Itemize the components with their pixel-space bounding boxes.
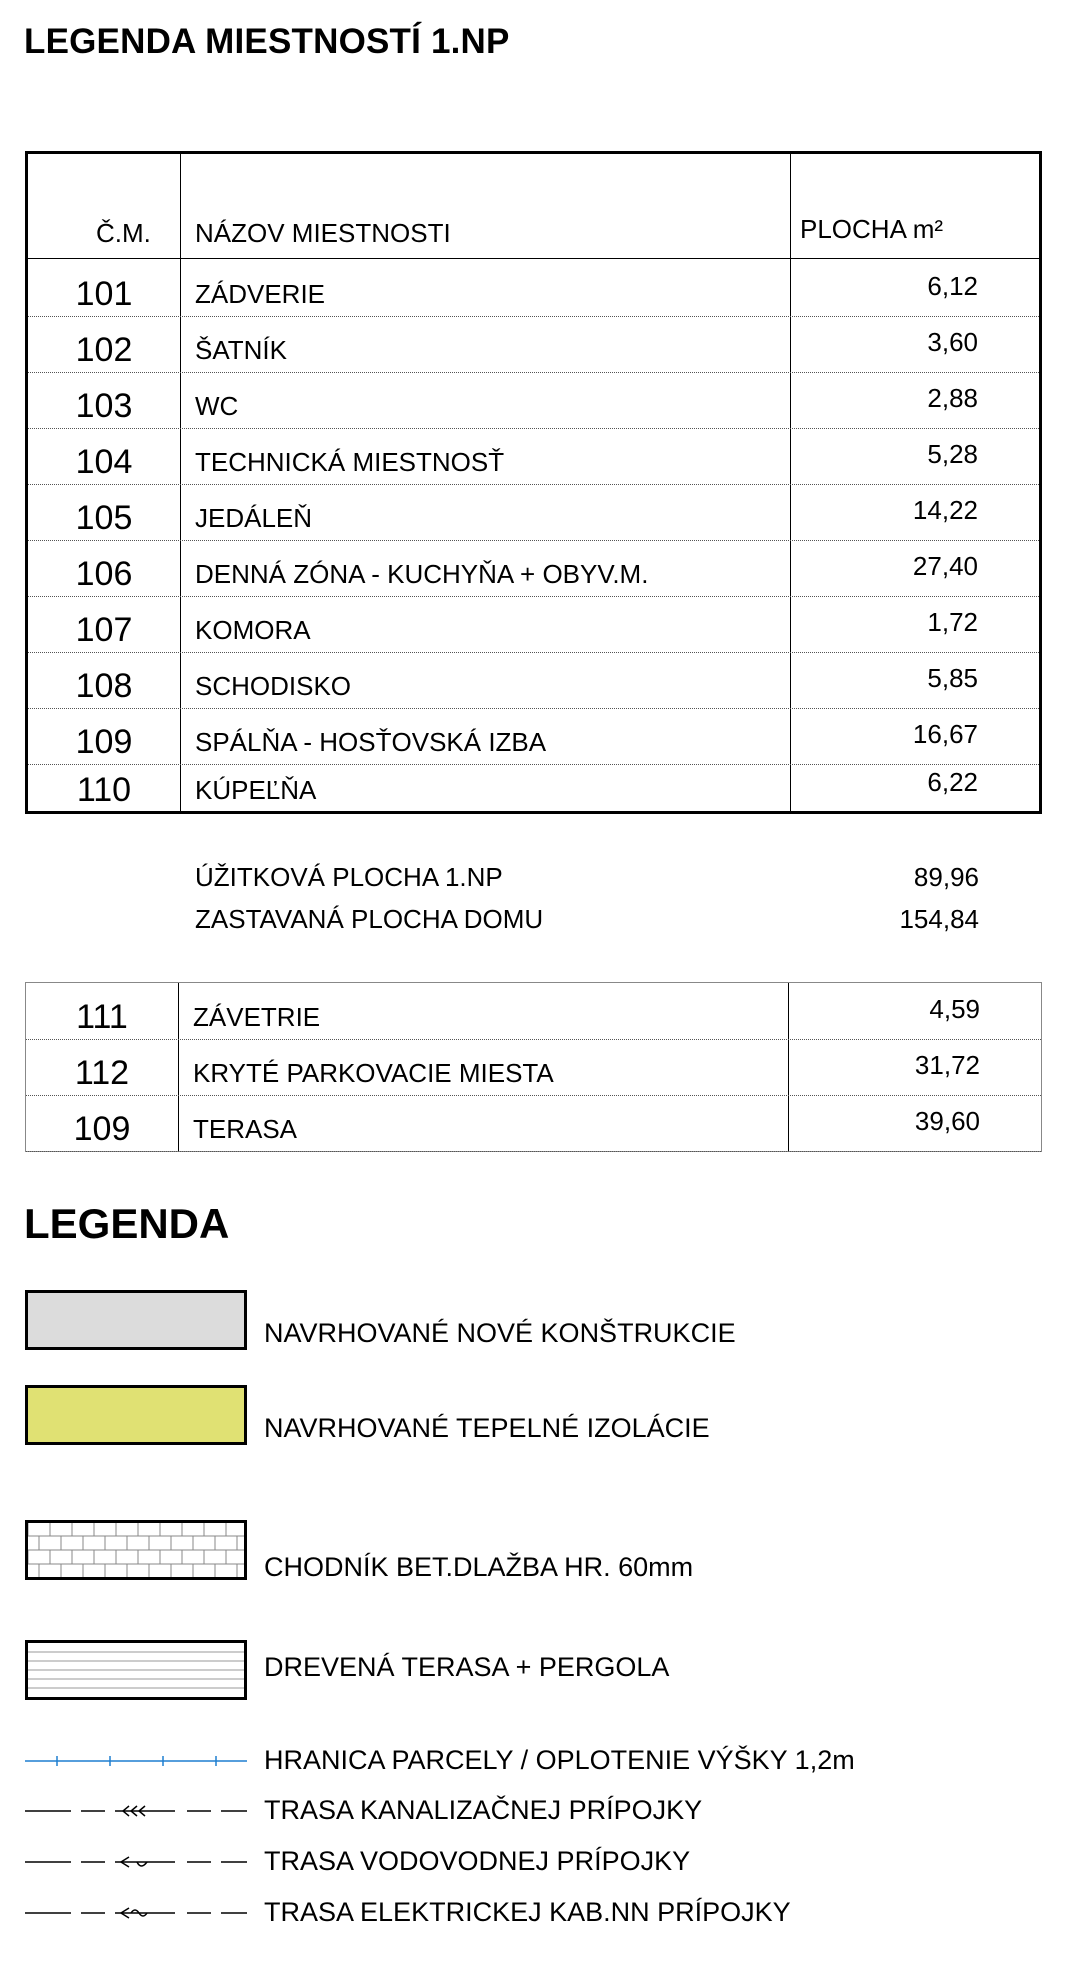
legend-label: DREVENÁ TERASA + PERGOLA (264, 1652, 670, 1682)
room-name: ZÁDVERIE (195, 279, 326, 309)
usable-area-label: ÚŽITKOVÁ PLOCHA 1.NP (195, 862, 503, 892)
table-row (28, 316, 1039, 373)
room-number: 102 (75, 331, 133, 369)
room-name: WC (195, 391, 239, 421)
room-area: 27,40 (912, 551, 978, 581)
plank-hatch-pattern (28, 1643, 244, 1697)
room-number: 109 (73, 1110, 131, 1148)
gray-fill-swatch (25, 1290, 247, 1350)
room-number: 103 (75, 387, 133, 425)
table-row (26, 983, 1041, 1040)
room-area: 5,28 (927, 439, 978, 469)
room-number: 101 (75, 275, 133, 313)
room-area: 1,72 (927, 607, 978, 637)
room-name: TERASA (193, 1114, 298, 1144)
table-row (28, 260, 1039, 317)
sewer-line-icon (25, 1801, 247, 1821)
table-row (28, 540, 1039, 597)
legend-label: NAVRHOVANÉ NOVÉ KONŠTRUKCIE (264, 1318, 736, 1348)
water-line-icon (25, 1852, 247, 1872)
header-name: NÁZOV MIESTNOSTI (195, 218, 451, 248)
yellow-fill-swatch (25, 1385, 247, 1445)
room-area: 2,88 (927, 383, 978, 413)
legend-label: CHODNÍK BET.DLAŽBA HR. 60mm (264, 1552, 694, 1582)
room-area: 5,85 (927, 663, 978, 693)
electric-line-icon (25, 1903, 247, 1923)
header-area: PLOCHA m² (800, 214, 944, 244)
room-number: 111 (76, 998, 128, 1036)
room-number: 107 (75, 611, 133, 649)
room-name: TECHNICKÁ MIESTNOSŤ (195, 447, 505, 477)
built-area-label: ZASTAVANÁ PLOCHA DOMU (195, 904, 544, 934)
outdoor-table (25, 982, 1042, 1152)
room-area: 6,22 (927, 767, 978, 797)
room-number: 109 (75, 723, 133, 761)
room-number: 104 (75, 443, 133, 481)
table-row (28, 484, 1039, 541)
room-area: 6,12 (927, 271, 978, 301)
room-name: KÚPEĽŇA (195, 775, 317, 805)
room-area: 14,22 (912, 495, 978, 525)
room-name: SCHODISKO (195, 671, 352, 701)
room-area: 4,59 (929, 994, 980, 1024)
room-name: JEDÁLEŇ (195, 503, 313, 533)
built-area-value: 154,84 (899, 904, 979, 934)
room-area: 31,72 (914, 1050, 980, 1080)
legend-title: LEGENDA (24, 1200, 230, 1247)
room-area: 16,67 (912, 719, 978, 749)
room-name: KRYTÉ PARKOVACIE MIESTA (193, 1058, 554, 1088)
page-title: LEGENDA MIESTNOSTÍ 1.NP (24, 22, 510, 61)
legend-label: TRASA KANALIZAČNEJ PRÍPOJKY (264, 1795, 703, 1825)
room-name: KOMORA (195, 615, 311, 645)
room-number: 105 (75, 499, 133, 537)
room-area: 3,60 (927, 327, 978, 357)
table-row (26, 1095, 1041, 1152)
usable-area-value: 89,96 (913, 862, 979, 892)
room-name: ŠATNÍK (195, 335, 287, 365)
room-number: 108 (75, 667, 133, 705)
table-row (28, 428, 1039, 485)
fence-line-icon (25, 1751, 247, 1771)
legend-label: TRASA VODOVODNEJ PRÍPOJKY (264, 1846, 691, 1876)
table-row (26, 1039, 1041, 1096)
brick-hatch-pattern (28, 1523, 244, 1577)
room-number: 112 (74, 1054, 130, 1092)
room-name: ZÁVETRIE (193, 1002, 321, 1032)
table-row (28, 756, 1039, 812)
legend-label: NAVRHOVANÉ TEPELNÉ IZOLÁCIE (264, 1413, 710, 1443)
room-number: 110 (76, 771, 132, 809)
room-name: DENNÁ ZÓNA - KUCHYŇA + OBYV.M. (195, 559, 649, 589)
header-number: Č.M. (96, 218, 151, 248)
legend-label: TRASA ELEKTRICKEJ KAB.NN PRÍPOJKY (264, 1897, 791, 1927)
room-area: 39,60 (914, 1106, 980, 1136)
table-row (28, 372, 1039, 429)
legend-label: HRANICA PARCELY / OPLOTENIE VÝŠKY 1,2m (264, 1745, 855, 1775)
table-row (28, 596, 1039, 653)
room-table (25, 151, 1042, 814)
table-row (28, 652, 1039, 709)
paving-brick-hatch-swatch (25, 1520, 247, 1580)
room-name: SPÁLŇA - HOSŤOVSKÁ IZBA (195, 727, 547, 757)
wood-plank-hatch-swatch (25, 1640, 247, 1700)
room-number: 106 (75, 555, 133, 593)
